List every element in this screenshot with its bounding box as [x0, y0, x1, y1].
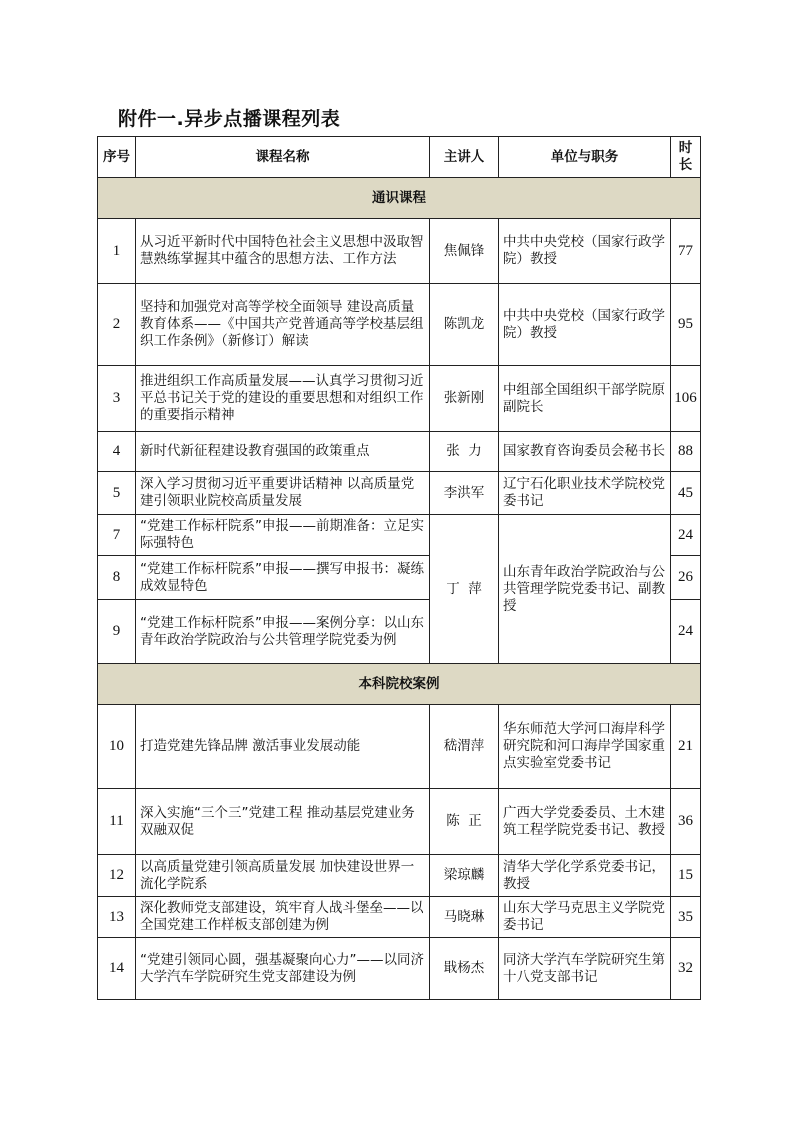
table-row: [98, 705, 701, 789]
course-name: 新时代新征程建设教育强国的政策重点: [136, 432, 430, 472]
page-title: 附件一.异步点播课程列表: [118, 108, 341, 130]
duration: 21: [671, 705, 701, 789]
header-unit: 单位与职务: [499, 137, 671, 178]
section-header: 本科院校案例: [98, 664, 701, 705]
unit-position: 广西大学党委委员、土木建筑工程学院党委书记、教授: [499, 789, 671, 855]
course-name: 以高质量党建引领高质量发展 加快建设世界一流化学院系: [136, 855, 430, 897]
row-index: 14: [98, 938, 136, 1000]
header-duration: 时长: [671, 137, 701, 178]
course-name: 深入实施“三个三”党建工程 推动基层党建业务双融双促: [136, 789, 430, 855]
header-name: 课程名称: [136, 137, 430, 178]
unit-position: 中共中央党校（国家行政学院）教授: [499, 284, 671, 366]
duration: 26: [671, 556, 701, 600]
speaker: 戢杨杰: [430, 938, 499, 1000]
row-index: 9: [98, 600, 136, 664]
duration: 95: [671, 284, 701, 366]
course-table: [97, 136, 701, 1000]
duration: 32: [671, 938, 701, 1000]
unit-position: 山东大学马克思主义学院党委书记: [499, 897, 671, 938]
speaker: 焦佩锋: [430, 219, 499, 284]
speaker: 张 力: [430, 432, 499, 472]
header-row: [98, 137, 701, 178]
duration: 88: [671, 432, 701, 472]
table-row: [98, 366, 701, 432]
course-name: “党建引领同心圆，强基凝聚向心力”——以同济大学汽车学院研究生党支部建设为例: [136, 938, 430, 1000]
course-name: 深入学习贯彻习近平重要讲话精神 以高质量党建引领职业院校高质量发展: [136, 472, 430, 515]
speaker: 丁 萍: [430, 515, 499, 664]
unit-position: 清华大学化学系党委书记，教授: [499, 855, 671, 897]
unit-position: 中共中央党校（国家行政学院）教授: [499, 219, 671, 284]
course-name: 推进组织工作高质量发展——认真学习贯彻习近平总书记关于党的建设的重要思想和对组织工作的重要指示精神: [136, 366, 430, 432]
table-row: [98, 515, 701, 556]
duration: 77: [671, 219, 701, 284]
row-index: 2: [98, 284, 136, 366]
unit-position: 华东师范大学河口海岸科学研究院和河口海岸学国家重点实验室党委书记: [499, 705, 671, 789]
speaker: 马晓琳: [430, 897, 499, 938]
table-row: [98, 938, 701, 1000]
speaker: 陈 正: [430, 789, 499, 855]
course-name: “党建工作标杆院系”申报——前期准备：立足实际强特色: [136, 515, 430, 556]
row-index: 10: [98, 705, 136, 789]
unit-position: 国家教育咨询委员会秘书长: [499, 432, 671, 472]
row-index: 1: [98, 219, 136, 284]
row-index: 13: [98, 897, 136, 938]
course-name: “党建工作标杆院系”申报——撰写申报书：凝练成效显特色: [136, 556, 430, 600]
duration: 106: [671, 366, 701, 432]
table-row: [98, 897, 701, 938]
row-index: 7: [98, 515, 136, 556]
unit-position: 同济大学汽车学院研究生第十八党支部书记: [499, 938, 671, 1000]
duration: 36: [671, 789, 701, 855]
row-index: 8: [98, 556, 136, 600]
course-name: 从习近平新时代中国特色社会主义思想中汲取智慧熟练掌握其中蕴含的思想方法、工作方法: [136, 219, 430, 284]
table-row: [98, 219, 701, 284]
header-speaker: 主讲人: [430, 137, 499, 178]
speaker: 张新刚: [430, 366, 499, 432]
speaker: 嵇渭萍: [430, 705, 499, 789]
section-header: 通识课程: [98, 178, 701, 219]
unit-position: 辽宁石化职业技术学院校党委书记: [499, 472, 671, 515]
row-index: 4: [98, 432, 136, 472]
duration: 24: [671, 600, 701, 664]
row-index: 5: [98, 472, 136, 515]
unit-position: 山东青年政治学院政治与公共管理学院党委书记、副教授: [499, 515, 671, 664]
row-index: 11: [98, 789, 136, 855]
course-name: 坚持和加强党对高等学校全面领导 建设高质量教育体系——《中国共产党普通高等学校基层组织工作条例》（新修订）解读: [136, 284, 430, 366]
course-name: 深化教师党支部建设，筑牢育人战斗堡垒——以全国党建工作样板支部创建为例: [136, 897, 430, 938]
table-row: [98, 472, 701, 515]
table-row: [98, 432, 701, 472]
duration: 24: [671, 515, 701, 556]
speaker: 陈凯龙: [430, 284, 499, 366]
row-index: 12: [98, 855, 136, 897]
duration: 45: [671, 472, 701, 515]
row-index: 3: [98, 366, 136, 432]
duration: 35: [671, 897, 701, 938]
unit-position: 中组部全国组织干部学院原副院长: [499, 366, 671, 432]
table-row: [98, 789, 701, 855]
course-name: 打造党建先锋品牌 激活事业发展动能: [136, 705, 430, 789]
header-index: 序号: [98, 137, 136, 178]
duration: 15: [671, 855, 701, 897]
table-row: [98, 284, 701, 366]
speaker: 梁琼麟: [430, 855, 499, 897]
speaker: 李洪军: [430, 472, 499, 515]
course-name: “党建工作标杆院系”申报——案例分享：以山东青年政治学院政治与公共管理学院党委为例: [136, 600, 430, 664]
table-row: [98, 855, 701, 897]
